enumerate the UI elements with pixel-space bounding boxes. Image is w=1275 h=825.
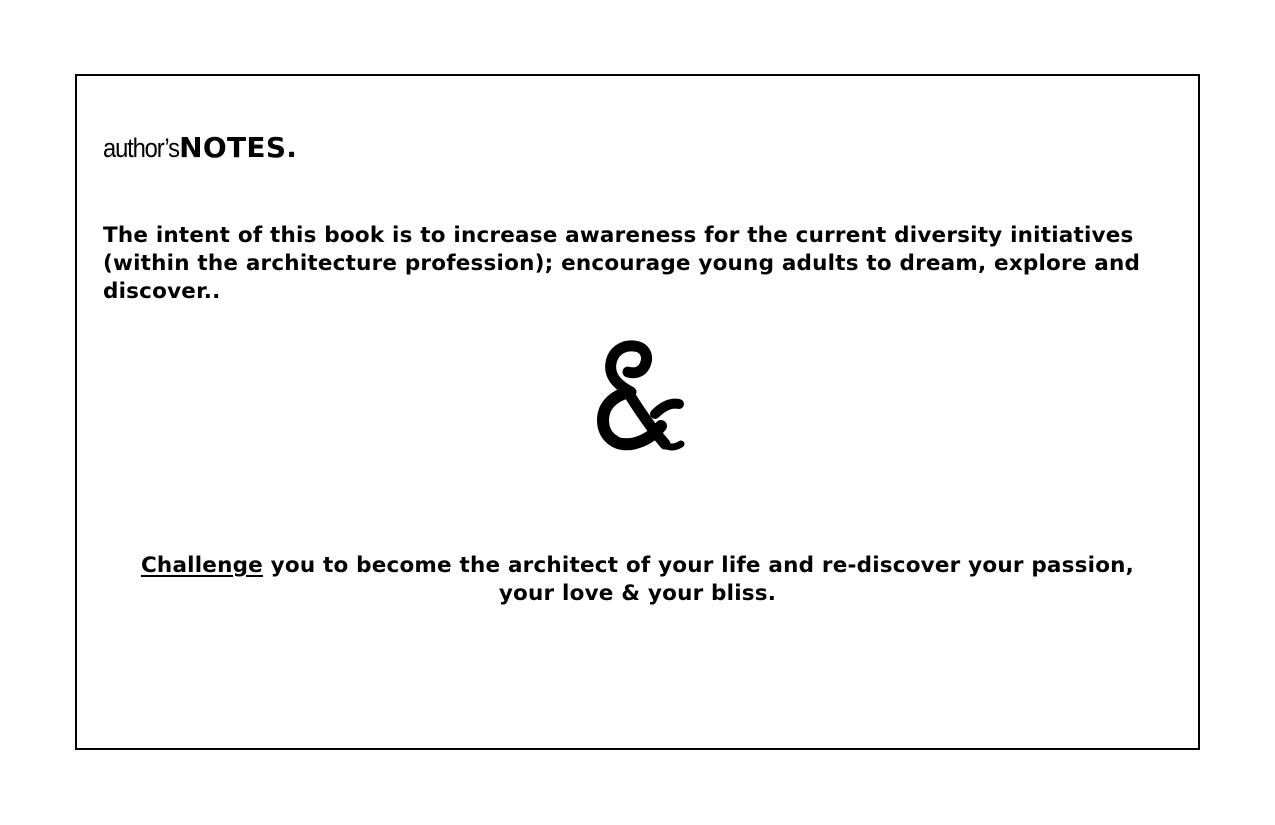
challenge-emphasis: Challenge (140, 553, 263, 578)
title-prefix: author’s (103, 133, 179, 163)
page-frame (75, 74, 1200, 750)
ampersand-icon (585, 336, 685, 461)
closing-line-1-rest: you to become the architect of your life and re-discover your passion, (262, 553, 1135, 578)
closing-paragraph (97, 552, 1178, 608)
closing-line-2: your love & your bliss. (498, 581, 777, 606)
title-main: NOTES. (179, 131, 298, 164)
page-title (103, 128, 297, 166)
intro-paragraph: The intent of this book is to increase awareness for the current diversity initiatives (within the architecture profession); encourage young adults to dream, explore and discover.. (103, 223, 1141, 304)
